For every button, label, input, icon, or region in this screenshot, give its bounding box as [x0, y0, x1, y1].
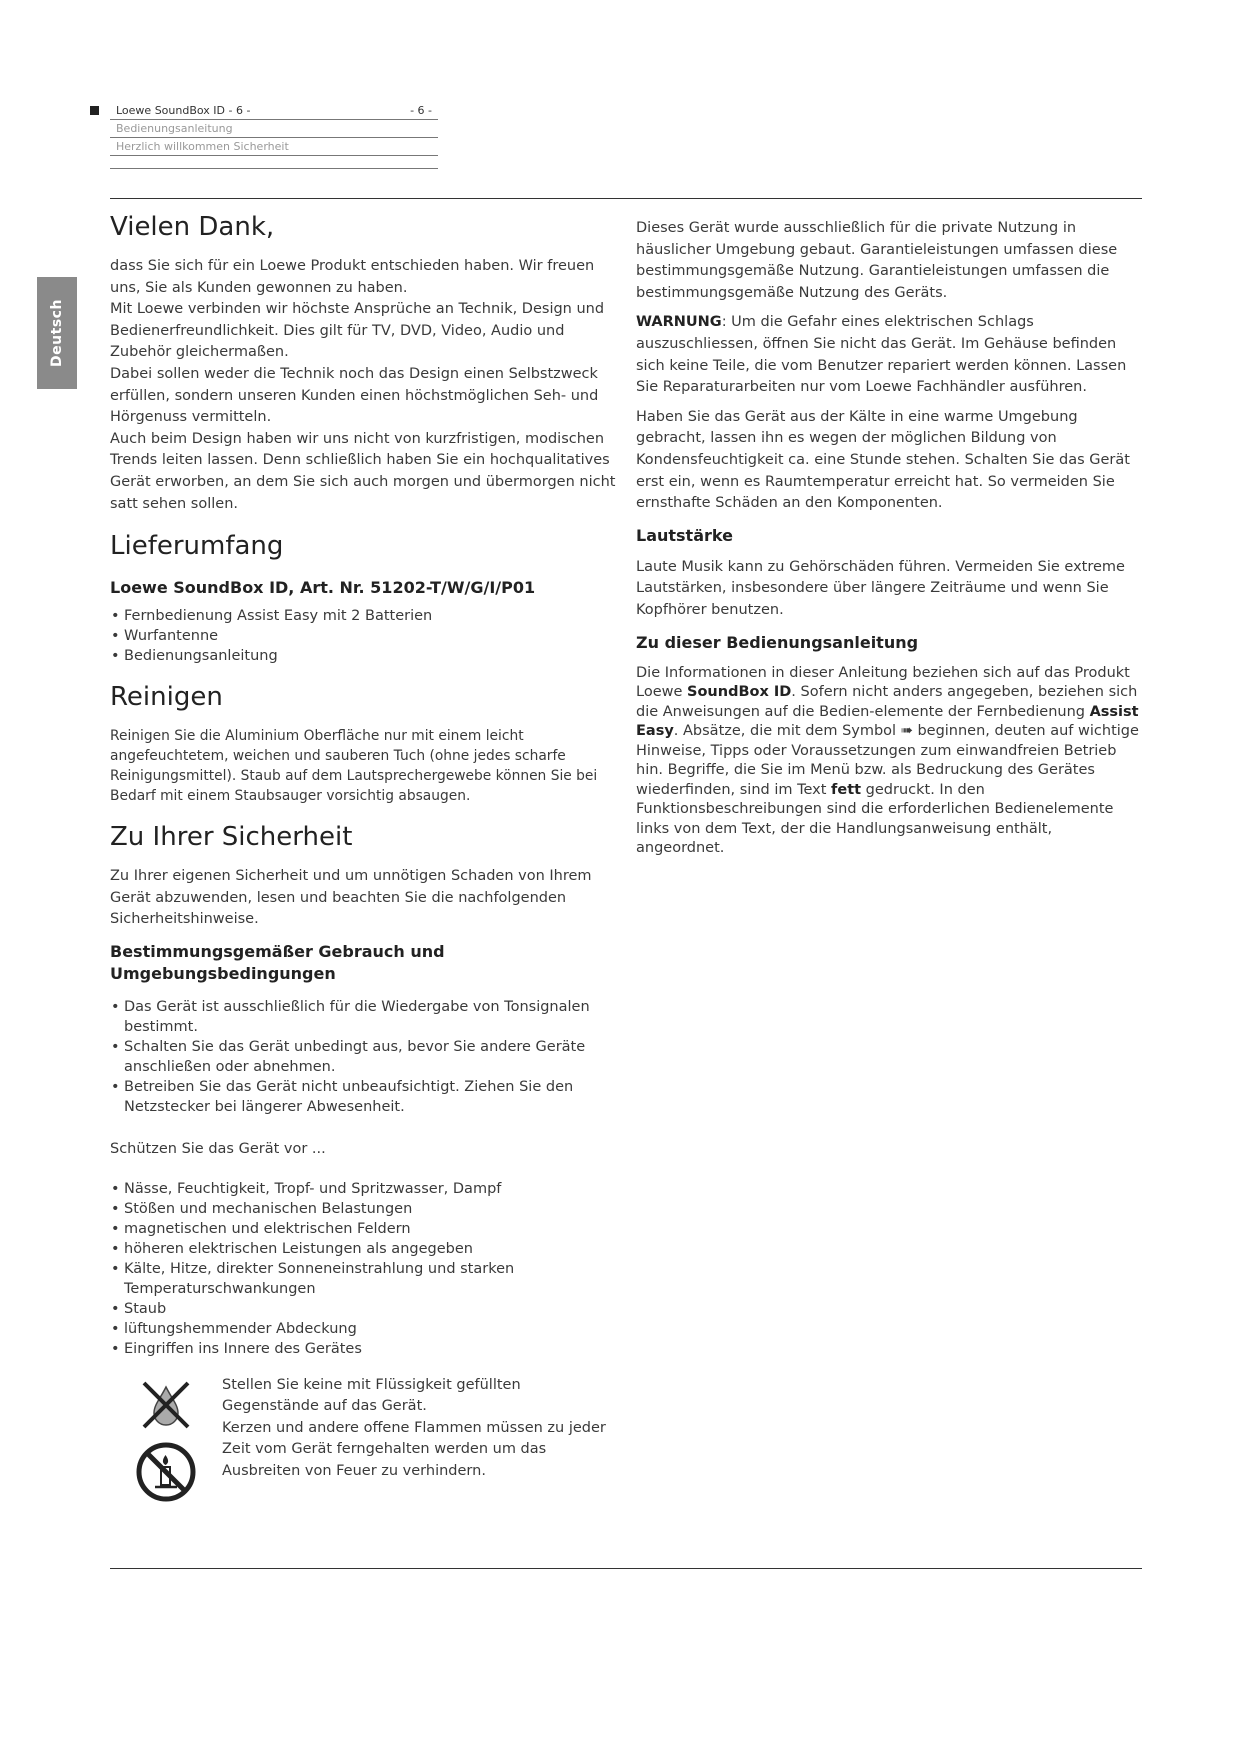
list-item: • Eingriffen ins Innere des Gerätes — [110, 1339, 618, 1359]
soundbox-term: SoundBox ID — [687, 684, 792, 700]
thanks-paragraph-1: dass Sie sich für ein Loewe Produkt entschieden haben. Wir freuen uns, Sie als Kunden gewonnen zu haben. — [110, 258, 595, 296]
protect-list — [110, 1179, 618, 1359]
safety-intro: Zu Ihrer eigenen Sicherheit und um unnötigen Schaden von Ihrem Gerät abzuwenden, lesen und beachten Sie die nachfolgenden Sicherheitshinweise. — [110, 868, 592, 928]
volume-heading: Lautstärke — [636, 525, 733, 545]
language-tab — [37, 277, 77, 389]
protect-intro: Schützen Sie das Gerät vor ... — [110, 1140, 326, 1157]
volume-text: Laute Musik kann zu Gehörschäden führen. Vermeiden Sie extreme Lautstärken, insbesondere über längere Zeiträume und wenn Sie Kopfhörer benutzen. — [636, 558, 1125, 618]
warning-paragraph — [636, 312, 1142, 398]
safety-heading: Zu Ihrer Sicherheit — [110, 822, 353, 853]
no-liquids-icon — [140, 1379, 192, 1431]
thanks-paragraph-2: Mit Loewe verbinden wir höchste Ansprüche an Technik, Design und Bedienerfreundlichkeit. Dies gilt für TV, DVD, Video, Audio und Zubehör gleichermaßen. — [110, 301, 605, 361]
thanks-paragraph-3: Dabei sollen weder die Technik noch das Design einen Selbstzweck erfüllen, sondern unseren Kunden einen höchstmöglichen Seh- und Hörgenuss vermitteln. — [110, 365, 599, 426]
language-tab-label: Deutsch — [49, 299, 65, 367]
left-column — [110, 210, 618, 1503]
thanks-paragraph-4: Auch beim Design haben wir uns nicht von kurzfristigen, modischen Trends leiten lassen. Denn schließlich haben Sie ein hochqualitatives Gerät erworben, an dem Sie sich auch morgen und übermorgen nicht satt sehen sollen. — [110, 430, 616, 512]
list-item: • lüftungshemmender Abdeckung — [110, 1319, 618, 1339]
list-item: • Das Gerät ist ausschließlich für die Wiedergabe von Tonsignalen bestimmt. — [110, 997, 618, 1037]
flame-warning-text: Kerzen und andere offene Flammen müssen zu jeder Zeit vom Gerät ferngehalten werden um das Ausbreiten von Feuer zu verhindern. — [222, 1419, 606, 1479]
usage-heading: Bestimmungsgemäßer Gebrauch und Umgebungsbedingungen — [110, 941, 445, 983]
warning-text: : Um die Gefahr eines elektrischen Schlags auszuschliessen, öffnen Sie nicht das Gerät. Im Gehäuse befinden sich keine Teile, die vom Benutzer repariert werden können. Lassen Sie Reparaturarbeiten nur vom Loewe Fachhändler ausführen. — [636, 314, 1127, 396]
assist-easy-term: Assist Easy — [636, 703, 1139, 739]
running-header — [110, 102, 438, 169]
header-page-number: - 6 - — [410, 104, 432, 117]
list-item: • Kälte, Hitze, direkter Sonneneinstrahlung und starken Temperaturschwankungen — [110, 1259, 618, 1299]
manual-heading: Zu dieser Bedienungsanleitung — [636, 632, 919, 652]
list-item: • Staub — [110, 1299, 618, 1319]
warning-icons-block — [110, 1375, 618, 1503]
no-open-flame-icon — [135, 1441, 197, 1503]
list-item: • Betreiben Sie das Gerät nicht unbeaufsichtigt. Ziehen Sie den Netzstecker bei längerer Abwesenheit. — [110, 1077, 618, 1117]
header-line-section: Herzlich willkommen Sicherheit — [116, 140, 289, 153]
liquids-warning-text: Stellen Sie keine mit Flüssigkeit gefüllten Gegenstände auf das Gerät. — [222, 1376, 521, 1415]
clean-text: Reinigen Sie die Aluminium Oberfläche nur mit einem leicht angefeuchtetem, weichen und sauberen Tuch (ohne jedes scharfe Reinigungsmittel). Staub auf dem Lautsprechergewebe können Sie bei Bedarf mit einem Staubsauger vorsichtig absaugen. — [110, 728, 598, 805]
list-item: • Fernbedienung Assist Easy mit 2 Batterien — [110, 606, 618, 626]
clean-heading: Reinigen — [110, 682, 223, 713]
right-column — [636, 218, 1142, 859]
header-doc-title: Loewe SoundBox ID - 6 - — [116, 104, 251, 117]
thanks-heading: Vielen Dank, — [110, 212, 275, 242]
scope-product: Loewe SoundBox ID, Art. Nr. 51202-T/W/G/I/P01 — [110, 578, 536, 598]
bold-term: fett — [831, 781, 862, 798]
list-item: • magnetischen und elektrischen Feldern — [110, 1219, 618, 1239]
header-marker — [90, 106, 99, 115]
manual-text: Die Informationen in dieser Anleitung beziehen sich auf das Produkt Loewe SoundBox ID. Sofern nicht anders angegeben, beziehen sich die Anweisungen auf die Bedien-elemente der Fernbedienung Assist Easy. Absätze, die mit dem Symbol ➠ beginnen, deuten auf wichtige Hinweise, Tipps oder Voraussetzungen zum einwandfreien Betrieb hin. Begriffe, die Sie im Menü bzw. als Bedruckung des Gerätes wiederfinden, sind im Text fett gedruckt. In den Funktionsbeschreibungen sind die erforderlichen Bedienelemente links von dem Text, der die Handlungsanweisung enthält, angeordnet. — [636, 664, 1139, 856]
list-item: • Nässe, Feuchtigkeit, Tropf- und Spritzwasser, Dampf — [110, 1179, 618, 1199]
usage-list — [110, 997, 618, 1117]
scope-list — [110, 606, 618, 666]
condensation-text: Haben Sie das Gerät aus der Kälte in eine warme Umgebung gebracht, lassen ihn es wegen der möglichen Bildung von Kondensfeuchtigkeit ca. eine Stunde stehen. Schalten Sie das Gerät erst ein, wenn es Raumtemperatur erreicht hat. So vermeiden Sie ernsthafte Schäden an den Komponenten. — [636, 408, 1130, 512]
warning-label: WARNUNG — [636, 314, 722, 331]
private-use-text: Dieses Gerät wurde ausschließlich für die private Nutzung in häuslicher Umgebung gebaut. Garantieleistungen umfassen diese bestimmungsgemäße Nutzung. Garantieleistungen umfassen die bestimmungsgemäße Nutzung des Geräts. — [636, 220, 1118, 301]
bottom-divider — [110, 1568, 1142, 1569]
top-divider — [110, 198, 1142, 199]
scope-heading: Lieferumfang — [110, 531, 284, 562]
list-item: • Stößen und mechanischen Belastungen — [110, 1199, 618, 1219]
list-item: • höheren elektrischen Leistungen als angegeben — [110, 1239, 618, 1259]
header-line-manual: Bedienungsanleitung — [116, 122, 233, 135]
list-item: • Bedienungsanleitung — [110, 646, 618, 666]
list-item: • Schalten Sie das Gerät unbedingt aus, bevor Sie andere Geräte anschließen oder abnehmen. — [110, 1037, 618, 1077]
list-item: • Wurfantenne — [110, 626, 618, 646]
